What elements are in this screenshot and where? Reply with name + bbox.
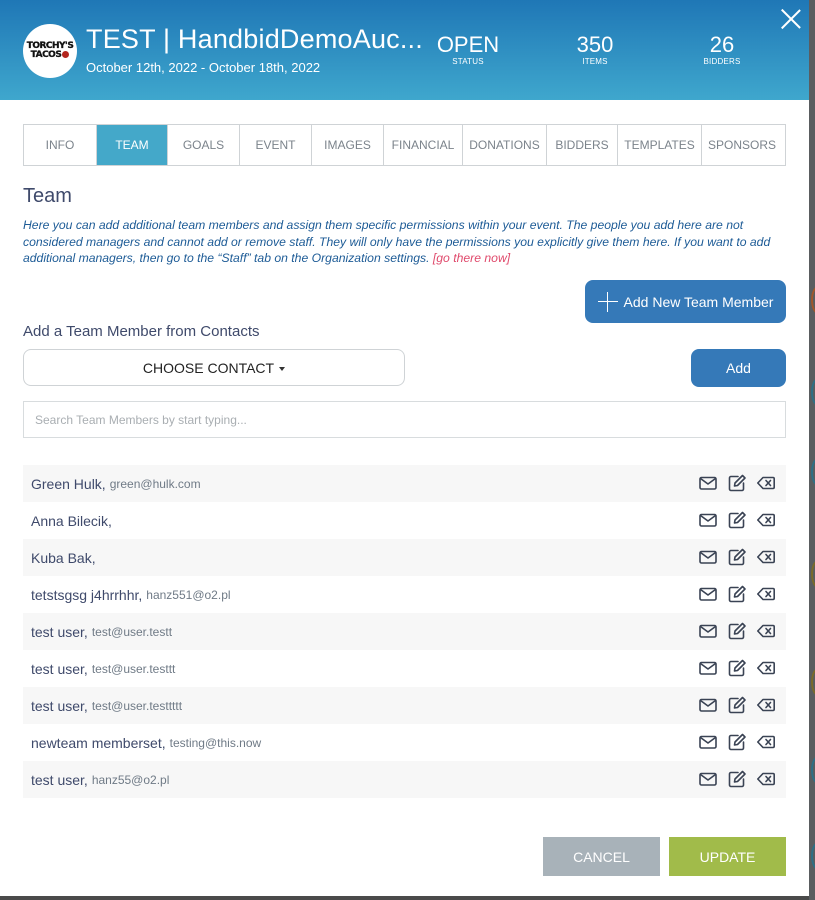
go-there-now-link[interactable]: [go there now] — [432, 251, 511, 265]
tab-event[interactable]: EVENT — [240, 125, 312, 165]
logo-mascot-icon — [62, 51, 69, 58]
stat-value: 26 — [709, 32, 735, 57]
delete-icon[interactable] — [756, 732, 776, 752]
caret-down-icon — [279, 367, 285, 371]
edit-icon[interactable] — [727, 658, 747, 678]
tab-sponsors[interactable]: SPONSORS — [707, 138, 776, 152]
stat-status — [413, 33, 523, 67]
backdrop-decoration — [811, 286, 815, 314]
choose-contact-label: CHOOSE CONTACT — [142, 359, 275, 376]
logo-text-line2-label: TACOS — [30, 50, 62, 60]
delete-icon[interactable] — [756, 547, 776, 567]
row-actions — [698, 510, 776, 530]
team-member-row — [23, 576, 786, 613]
modal-header — [0, 0, 809, 100]
tab-images[interactable]: IMAGES — [312, 125, 384, 165]
backdrop-decoration — [811, 756, 815, 784]
mail-icon[interactable] — [698, 769, 718, 789]
backdrop — [809, 0, 815, 900]
team-member-row — [23, 465, 786, 502]
member-name: test user, — [31, 771, 88, 788]
settings-tabs — [23, 124, 786, 166]
member-name: tetstsgsg j4hrrhhr, — [31, 586, 143, 603]
backdrop-decoration — [811, 842, 815, 870]
edit-icon[interactable] — [727, 769, 747, 789]
logo-text-line1: TORCHY'S — [26, 41, 74, 51]
edit-icon[interactable] — [727, 473, 747, 493]
choose-contact-dropdown[interactable] — [23, 349, 405, 386]
close-icon[interactable] — [780, 8, 802, 30]
cancel-button[interactable]: CANCEL — [543, 837, 660, 876]
backdrop-decoration — [811, 378, 815, 406]
backdrop-decoration — [811, 560, 815, 588]
delete-icon[interactable] — [756, 473, 776, 493]
stat-label: ITEMS — [582, 57, 608, 66]
delete-icon[interactable] — [756, 695, 776, 715]
section-title: Team — [23, 185, 72, 207]
delete-icon[interactable] — [756, 658, 776, 678]
team-member-row — [23, 539, 786, 576]
member-email: green@hulk.com — [109, 476, 201, 491]
add-from-contacts-title: Add a Team Member from Contacts — [23, 323, 260, 340]
mail-icon[interactable] — [698, 510, 718, 530]
member-name: newteam memberset, — [31, 734, 166, 751]
delete-icon[interactable] — [756, 621, 776, 641]
member-email: test@user.testtttt — [91, 698, 183, 713]
event-title: TEST | HandbidDemoAuc... — [86, 24, 423, 54]
team-member-row — [23, 613, 786, 650]
member-email: test@user.testt — [91, 624, 173, 639]
mail-icon[interactable] — [698, 547, 718, 567]
plus-icon — [598, 292, 618, 312]
backdrop-decoration — [811, 458, 815, 486]
logo-text-line2 — [31, 51, 70, 60]
row-actions — [698, 547, 776, 567]
member-name: test user, — [31, 660, 88, 677]
event-dates: October 12th, 2022 - October 18th, 2022 — [86, 60, 321, 75]
stat-items — [540, 33, 650, 67]
row-actions — [698, 658, 776, 678]
mail-icon[interactable] — [698, 695, 718, 715]
member-name: Kuba Bak, — [31, 549, 96, 566]
team-member-row — [23, 687, 786, 724]
team-members-list — [23, 465, 786, 798]
stat-bidders — [667, 33, 777, 67]
edit-icon[interactable] — [727, 732, 747, 752]
add-contact-button[interactable]: Add — [691, 349, 786, 387]
row-actions — [698, 473, 776, 493]
member-name: test user, — [31, 623, 88, 640]
delete-icon[interactable] — [756, 510, 776, 530]
member-name: test user, — [31, 697, 88, 714]
team-member-row — [23, 502, 786, 539]
description-text: Here you can add additional team members and assign them specific permissions within your event. The people you add here are not considered managers and cannot add or remove staff. They will only have the permissions you explicitly give them here. If you want to add additional managers, then go to the “Staff” tab on the Organization settings. — [23, 218, 771, 265]
tab-financial[interactable]: FINANCIAL — [384, 125, 463, 165]
edit-icon[interactable] — [727, 621, 747, 641]
stat-value: 350 — [576, 32, 614, 57]
member-email: test@user.testtt — [91, 661, 176, 676]
mail-icon[interactable] — [698, 658, 718, 678]
tab-info[interactable]: INFO — [24, 125, 97, 165]
edit-icon[interactable] — [727, 510, 747, 530]
team-description — [23, 217, 788, 267]
tab-donations[interactable]: DONATIONS — [463, 125, 547, 165]
row-actions — [698, 621, 776, 641]
member-email: hanz55@o2.pl — [91, 772, 170, 787]
edit-icon[interactable] — [727, 695, 747, 715]
member-email: hanz551@o2.pl — [146, 587, 231, 602]
row-actions — [698, 769, 776, 789]
member-name: Green Hulk, — [31, 475, 106, 492]
stat-value: OPEN — [436, 32, 500, 57]
search-team-members-input[interactable] — [23, 401, 786, 438]
mail-icon[interactable] — [698, 584, 718, 604]
member-name: Anna Bilecik, — [31, 512, 112, 529]
team-member-row — [23, 724, 786, 761]
edit-icon[interactable] — [727, 584, 747, 604]
edit-icon[interactable] — [727, 547, 747, 567]
row-actions — [698, 695, 776, 715]
tab-bidders[interactable]: BIDDERS — [547, 125, 618, 165]
mail-icon[interactable] — [698, 732, 718, 752]
row-actions — [698, 584, 776, 604]
team-member-row — [23, 761, 786, 798]
backdrop-decoration — [811, 668, 815, 696]
delete-icon[interactable] — [756, 584, 776, 604]
stat-label: STATUS — [452, 57, 484, 66]
team-member-row — [23, 650, 786, 687]
organization-logo — [23, 24, 77, 78]
add-new-team-member-button[interactable] — [585, 280, 786, 323]
stat-label: BIDDERS — [703, 57, 741, 66]
update-button[interactable]: UPDATE — [669, 837, 786, 876]
mail-icon[interactable] — [698, 473, 718, 493]
member-email: testing@this.now — [169, 735, 262, 750]
mail-icon[interactable] — [698, 621, 718, 641]
tab-team[interactable]: TEAM — [97, 125, 168, 165]
tab-templates[interactable]: TEMPLATES — [618, 125, 702, 165]
delete-icon[interactable] — [756, 769, 776, 789]
row-actions — [698, 732, 776, 752]
tab-goals[interactable]: GOALS — [168, 125, 240, 165]
add-new-team-member-label: Add New Team Member — [623, 293, 774, 310]
